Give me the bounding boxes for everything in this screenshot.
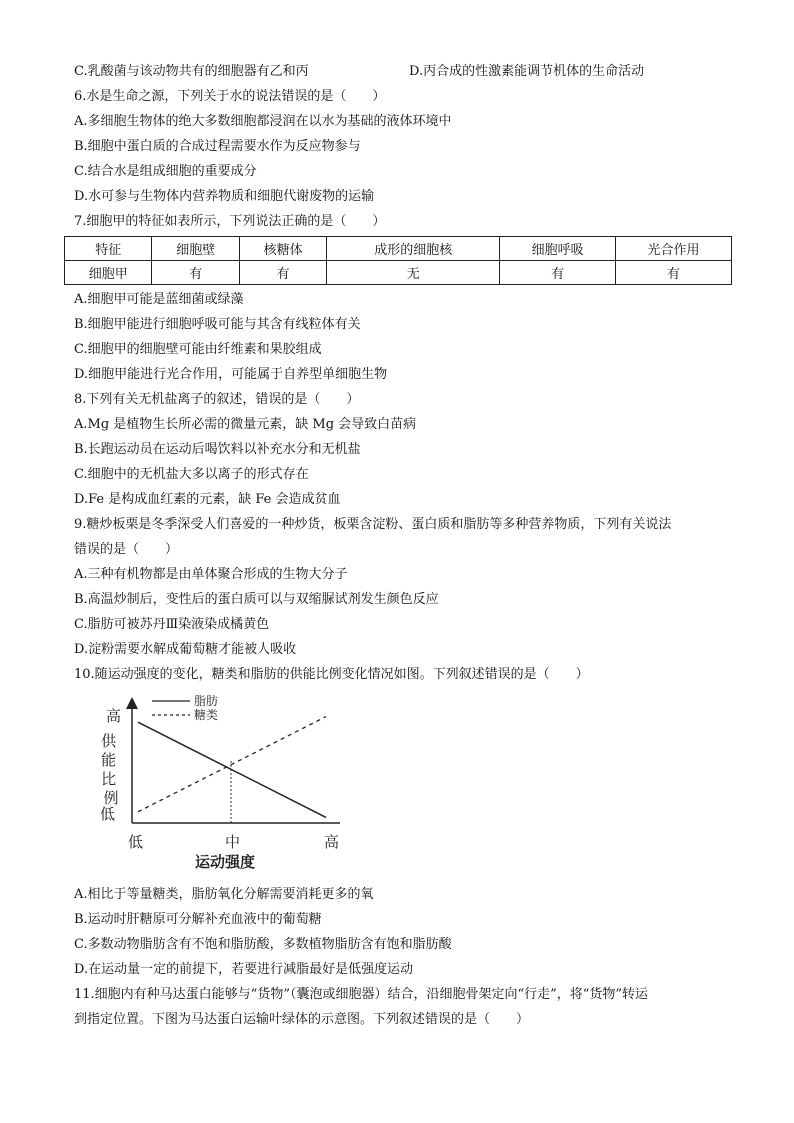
cell-feature-table: [64, 236, 732, 285]
y-label-char: 供: [101, 732, 117, 750]
q9-option-c: C.脂肪可被苏丹Ⅲ染液染成橘黄色: [74, 617, 270, 632]
q6-option-a: A.多细胞生物体的绝大多数细胞都浸润在以水为基础的液体环境中: [74, 114, 452, 129]
q9-option-d: D.淀粉需要水解成葡萄糖才能被人吸收: [74, 642, 297, 657]
y-label-char: 能: [101, 751, 117, 769]
x-tick-low: 低: [128, 833, 144, 851]
q6-stem: 6.水是生命之源，下列关于水的说法错误的是（ ）: [74, 89, 386, 104]
q8-option-b: B.长跑运动员在运动后喝饮料以补充水分和无机盐: [74, 442, 361, 457]
q6-option-c: C.结合水是组成细胞的重要成分: [74, 164, 257, 179]
q6-option-b: B.细胞中蛋白质的合成过程需要水作为反应物参与: [74, 139, 361, 154]
q8-stem: 8.下列有关无机盐离子的叙述，错误的是（ ）: [74, 392, 360, 407]
q9-option-b: B.高温炒制后，变性后的蛋白质可以与双缩脲试剂发生颜色反应: [74, 592, 439, 607]
table-cell: 成形的细胞核: [327, 237, 500, 261]
table-cell: 细胞壁: [152, 237, 239, 261]
q10-option-a: A.相比于等量糖类，脂肪氧化分解需要消耗更多的氧: [74, 887, 374, 902]
series-fat-line: [138, 722, 326, 817]
y-tick-low: 低: [100, 805, 116, 823]
table-cell: 有: [616, 261, 732, 285]
x-tick-mid: 中: [225, 833, 241, 851]
q5-options-cd: [74, 63, 734, 81]
table-row: [65, 261, 732, 285]
q7-option-c: C.细胞甲的细胞壁可能由纤维素和果胶组成: [74, 342, 322, 357]
option-c: C.乳酸菌与该动物共有的细胞器有乙和丙: [74, 64, 309, 79]
y-label-char: 比: [101, 770, 117, 788]
table-cell: 有: [500, 261, 616, 285]
q7-option-a: A.细胞甲可能是蓝细菌或绿藻: [74, 292, 244, 307]
q10-option-d: D.在运动量一定的前提下，若要进行减脂最好是低强度运动: [74, 962, 414, 977]
option-d: D.丙合成的性激素能调节机体的生命活动: [409, 64, 645, 79]
legend-fat-label: 脂肪: [194, 694, 219, 708]
q7-option-d: D.细胞甲能进行光合作用，可能属于自养型单细胞生物: [74, 367, 388, 382]
q8-option-a: A.Mg 是植物生长所必需的微量元素，缺 Mg 会导致白苗病: [74, 417, 417, 432]
table-cell: 无: [327, 261, 500, 285]
table-cell: 细胞呼吸: [500, 237, 616, 261]
q9-stem-line1: 9.糖炒板栗是冬季深受人们喜爱的一种炒货，板栗含淀粉、蛋白质和脂肪等多种营养物质，下列有关说法: [74, 517, 672, 532]
x-axis-label: 运动强度: [195, 853, 256, 871]
x-tick-high: 高: [324, 833, 340, 851]
y-axis-label: [101, 732, 121, 807]
q11-stem-line2: 到指定位置。下图为马达蛋白运输叶绿体的示意图。下列叙述错误的是（ ）: [74, 1012, 530, 1027]
q8-option-c: C.细胞中的无机盐大多以离子的形式存在: [74, 467, 309, 482]
q9-option-a: A.三种有机物都是由单体聚合形成的生物大分子: [74, 567, 348, 582]
q7-stem: 7.细胞甲的特征如表所示，下列说法正确的是（ ）: [74, 214, 386, 229]
q10-option-c: C.多数动物脂肪含有不饱和脂肪酸，多数植物脂肪含有饱和脂肪酸: [74, 937, 452, 952]
series-sugar-line: [138, 717, 326, 812]
table-header-row: [65, 237, 732, 261]
table-cell: 特征: [65, 237, 152, 261]
q10-stem: 10.随运动强度的变化，糖类和脂肪的供能比例变化情况如图。下列叙述错误的是（ ）: [74, 667, 589, 682]
q11-stem-line1: 11.细胞内有种马达蛋白能够与“货物”（囊泡或细胞器）结合，沿细胞骨架定向“行走”，将“货物”转运: [74, 987, 649, 1002]
energy-ratio-chart: [90, 689, 370, 877]
q6-option-d: D.水可参与生物体内营养物质和细胞代谢废物的运输: [74, 189, 375, 204]
table-cell: 核糖体: [239, 237, 326, 261]
table-cell: 光合作用: [616, 237, 732, 261]
y-label-char: 例: [103, 789, 119, 807]
q7-option-b: B.细胞甲能进行细胞呼吸可能与其含有线粒体有关: [74, 317, 361, 332]
q9-stem-line2: 错误的是（ ）: [74, 542, 179, 557]
table-cell: 有: [239, 261, 326, 285]
table-cell: 有: [152, 261, 239, 285]
legend-sugar-label: 糖类: [194, 708, 219, 722]
table-cell: 细胞甲: [65, 261, 152, 285]
y-tick-high: 高: [106, 707, 122, 725]
q10-option-b: B.运动时肝糖原可分解补充血液中的葡萄糖: [74, 912, 322, 927]
q8-option-d: D.Fe 是构成血红素的元素，缺 Fe 会造成贫血: [74, 492, 341, 507]
